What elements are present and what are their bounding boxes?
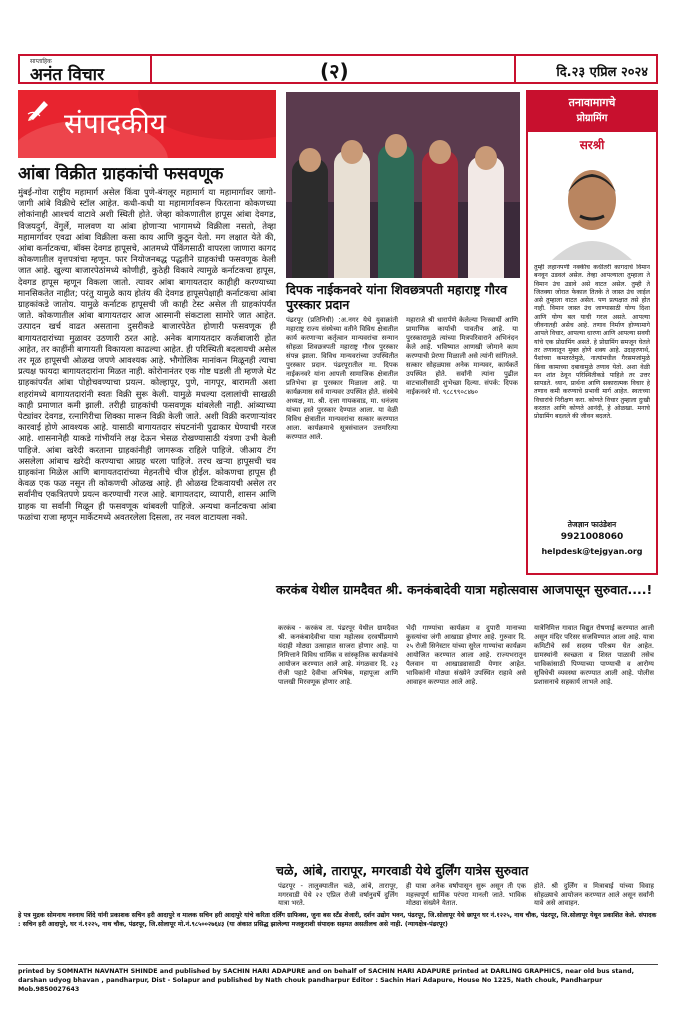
imprint-english: printed by SOMNATH NAVNATH SHINDE and published by SACHIN HARI ADAPURE and on behalf of SACHIN HARI ADAPURE printed at DARLING GRAPHICS, near old bus stand, darshan udyog bhavan , pandharpur, Dist - Solapur and published by Nath chouk pandharpur Editor : Sachin Hari Adapure, House No 1225, Nath chouk, Pandharpur Mob.9850027643	[18, 964, 658, 994]
advert-author: सरश्री	[579, 138, 605, 152]
advert-text: तुम्ही लहानपणी नक्कीच कधीतरी कागदाचे विमान बनवून उडवलं असेल. तेव्हा आपल्याला तुम्हाला ते विमान उंच उडावे असे वाटत असेल. तुम्ही ते जितक्या जोरात फेकाल तितके ते जास्त उंच जाईल असे तुम्हाला वाटत असेल. पण प्रत्यक्षात तसे होत नाही. विमान जास्त उंच जाण्यासाठी योग्य दिशा आणि योग्य बल याची गरज असते. आपल्या जीवनातही असेच आहे. तणाव निर्माण होण्यामागे आपले विचार, आपल्या धारणा आणि आपल्या सवयी यांचे एक प्रोग्रामिंग असते. हे प्रोग्रामिंग समजून घेतले तर तणावातून मुक्त होणे शक्य आहे. उदाहरणार्थ, पैशांच्या कमतरतेमुळे, नात्यांमधील गैरसमजांमुळे किंवा कामाच्या दबावामुळे तणाव येतो. अशा वेळी मन शांत ठेवून परिस्थितीकडे पाहिले तर उत्तर सापडते. ध्यान, प्रार्थना आणि सकारात्मक विचार हे तणाव कमी करण्याचे प्रभावी मार्ग आहेत. स्वतःच्या विचारांचे निरीक्षण करा. कोणते विचार तुम्हाला दुःखी करतात आणि कोणते आनंदी, हे ओळखा. मनाचे प्रोग्रामिंग बदलले की जीवन बदलते.	[534, 264, 650, 421]
story2-col2: भेदी गाण्यांचा कार्यक्रम व दुपारी मानाच्या कुस्त्यांचा जंगी आखाडा होणार आहे. गुरुवार दि. २५ रोजी सिनेस्टार यांच्या सुरेल गाण्यांचा कार्यक्रम आयोजित करण्यात आला आहे. राज्यभरातून पैलवान या आखाड्यासाठी येणार आहेत. भाविकांनी मोठ्या संख्येने उपस्थित राहावे असे आवाहन करण्यात आले आहे.	[406, 624, 526, 686]
editorial-banner	[18, 90, 276, 158]
story2-headline: करकंब येथील ग्रामदैवत श्री. कनकंबादेवी यात्रा महोत्सवास आजपासून सुरुवात....!	[276, 582, 653, 597]
story2-col3: यात्रेनिमित्त गावात विद्युत रोषणाई करण्यात आली असून मंदिर परिसर सजविण्यात आला आहे. यात्रा कमिटीचे सर्व सदस्य परिश्रम घेत आहेत. ग्रामस्थांनी स्वच्छता व शिस्त पाळावी तसेच भाविकांसाठी पिण्याच्या पाण्याची व आरोग्य सुविधेची व्यवस्था करण्यात आली आहे. पोलीस प्रशासनाचे सहकार्य लाभले आहे.	[534, 624, 654, 686]
masthead	[18, 54, 658, 84]
advert-phone: 9921008060	[560, 532, 624, 542]
page-number: (२)	[320, 59, 349, 83]
pen-icon	[26, 96, 52, 122]
foundation-name: तेजज्ञान फाउंडेशन	[567, 520, 617, 529]
advert-header	[528, 92, 656, 132]
editorial-headline: आंबा विक्रीत ग्राहकांची फसवणूक	[18, 164, 224, 184]
book-advert	[526, 90, 658, 575]
story1-headline: दिपक नाईकनवरे यांना शिवछत्रपती महाराष्ट्र गौरव पुरस्कार प्रदान	[286, 282, 508, 312]
story3-col2: ही यात्रा अनेक वर्षांपासून सुरू असून ती एक महत्त्वपूर्ण धार्मिक परंपरा मानली जाते. भाविक मोठ्या संख्येने येतात.	[406, 882, 526, 907]
story3-body	[278, 882, 658, 912]
author-portrait	[538, 152, 646, 260]
advert-title-1: तनावामागचे	[568, 96, 616, 109]
story2-col1: करकंब - करकंब ता. पंढरपूर येथील ग्रामदैवत श्री. कनकंबादेवीचा यात्रा महोत्सव दरवर्षीप्रमाणे यंदाही मोठ्या उत्साहात साजरा होणार आहे. या निमित्ताने विविध धार्मिक व सांस्कृतिक कार्यक्रमांचे आयोजन करण्यात आले आहे. मंगळवार दि. २३ रोजी पहाटे देवीचा अभिषेक, महापूजा आणि पालखी मिरवणूक होणार आहे.	[278, 624, 398, 686]
advert-title-2: प्रोग्रामिंग	[576, 113, 608, 124]
newspaper-title: अनंत विचार	[30, 65, 105, 85]
award-photo	[286, 92, 520, 278]
story3-col1: पंढरपूर - तालुक्यातील चळे, आंबे, तारापूर, मगरवाडी येथे २२ एप्रिल रोजी वर्षानुवर्षे दुर्लिंग यात्रा भरते.	[278, 882, 398, 907]
masthead-divider	[150, 56, 152, 82]
advert-email: helpdesk@tejgyan.org	[541, 547, 643, 556]
story1-col1: पंढरपूर (प्रतिनिधी) :अ.नगर येथे युवाक्रांती महाराष्ट्र राज्य संस्थेच्या वतीने विविध क्षेत्रातील कार्य करणाऱ्या कर्तृत्वान मान्यवरांचा सन्मान सोहळा शिवछत्रपती महाराष्ट्र गौरव पुरस्कार संपन्न झाला. विविध मान्यवरांच्या उपस्थितीत पुरस्कार प्रदान. पंढरपूरातील मा. दिपक नाईकनवरे यांना आपली सामाजिक क्षेत्रातील प्रतिभेचा हा पुरस्कार मिळाला आहे. या कार्यक्रमास सर्व मान्यवर उपस्थित होते. संस्थेचे अध्यक्ष, मा. श्री. दत्ता गायकवाड, मा. धनंजय यांच्या हस्ते पुरस्कार देण्यात आला. या वेळी विविध क्षेत्रातील मान्यवरांचा सत्कार करण्यात आला. कार्यक्रमाचे सूत्रसंचालन उत्तमरित्या करण्यात आले.	[286, 316, 398, 441]
editorial-column	[18, 90, 276, 910]
issue-date: दि.२३ एप्रिल २०२४	[556, 65, 648, 80]
weekly-label: साप्ताहिक	[30, 58, 52, 65]
editorial-banner-text: संपादकीय	[64, 107, 166, 140]
story2-body	[278, 624, 658, 859]
story1-body	[286, 316, 520, 578]
editorial-body: मुंबई-गोवा राष्ट्रीय महामार्ग असेल किंवा पुणे-बंगलूर महामार्ग या महामार्गावर जागो-जागी आंबे विक्रीचे स्टॉल आहेत. कधी-कधी या महामार्गावरून फिरताना कोकणच्या लोकांनाही आश्चर्य वाटावे अशी स्थिती होते. जेव्हा कोकणातील हापूस आंबा देवगड, विजयदुर्ग, वेंगुर्ले, मालवण या आंबा होणाऱ्या भागामध्ये विक्रीला नसतो, तेव्हा महामार्गावर एवढा आंबा विक्रीला कसा काय आणि कुठून येतो. मग लक्षात येते की, आंबा कर्नाटकचा, बॉक्स देवगड हापूसचे, आतमध्ये पॅकिंगसाठी वापरला जाणारा कागद कोकणातील वृत्तपत्रांचा म्हणून. फार नियोजनबद्ध पद्धतीने ग्राहकांची फसवणूक केली जात आहे. खुल्या बाजारपेठांमध्ये कोणीही, कुठेही विकावे त्यामुळे कर्नाटकचा हापूस, देवगड हापूस म्हणून विकला जातो. त्यावर आंबा बागायतदार काहीही करण्याच्या मानसिकतेत नाहीत; परंतु यामुळे काय होतंय की देवगड हापूसपेक्षाही कर्नाटकचा आंबा ग्राहकांकडे जातोय. यामुळे कर्नाटक हापूसची जी काही टेस्ट असेल ती ग्राहकांपर्यंत जाते. कोकणातील आंबा बागायतदार आज आस्मानी संकटाला सामोरे जात आहेत. उत्पादन खर्च वाढत असताना दुसरीकडे बाजारपेठेत होणारी फसवणूक ही बागायतदारांच्या मुळावर उठणारी ठरत आहे. अनेक बागायतदार कर्जबाजारी होत आहेत, तर काहींनी बागायती विकायला काढल्या आहेत. ही परिस्थिती बदलायची असेल तर मूळ हापूसची ओळख जपणे आवश्यक आहे. भौगोलिक मानांकन मिळूनही त्याचा प्रत्यक्ष फायदा बागायतदारांना मिळत नाही. कोरोनानंतर एक गोष्ट घडली ती म्हणजे थेट ग्राहकांपर्यंत आंबा पोहोचवण्याचा प्रयत्न. कोल्हापूर, पुणे, नागपूर, बारामती अशा शहरांमध्ये बागायतदारांनी स्वतः विक्री सुरू केली. यामुळे मधल्या दलालांची साखळी काही प्रमाणात कमी झाली. तरीही ग्राहकांची फसवणूक थांबलेली नाही. आंब्याच्या पेट्यांवर देवगड, रत्नागिरीचा शिक्का मारून विक्री केली जाते. अशी विक्री करणाऱ्यांवर कारवाई होणे आवश्यक आहे. यासाठी बागायतदार संघटनांनी पुढाकार घेण्याची गरज आहे. शासनानेही याकडे गांभीर्याने लक्ष देऊन भेसळ रोखण्यासाठी यंत्रणा उभी केली पाहिजे. आंबा खरेदी करताना ग्राहकांनीही जागरूक राहिले पाहिजे. जीआय टॅग असलेला आंबाच खरेदी करण्याचा आग्रह धरला पाहिजे. तरच खऱ्या हापूसची चव ग्राहकांना मिळेल आणि बागायतदारांच्या मेहनतीचे चीज होईल. कोकणचा हापूस ही केवळ एक फळ नसून ती कोकणची ओळख आहे. ही ओळख टिकवायची असेल तर सर्वांनीच एकत्रितपणे प्रयत्न करण्याची गरज आहे. बागायतदार, व्यापारी, शासन आणि ग्राहक या सर्वांनी मिळून ही फसवणूक थांबवली पाहिजे. अन्यथा कर्नाटकचा आंबा फळांचा राजा म्हणून मार्केटमध्ये अवतरलेला दिसला, तर नवल वाटायला नको.	[18, 187, 276, 522]
masthead-divider	[514, 56, 516, 82]
imprint-marathi: हे पत्र मुद्रक सोमनाथ नवनाथ शिंदे यांनी प्रकाशक सचिन हरी आदापुरे व मालक सचिन हरी आदापुरे यांचे करिता दर्लिंग ग्राफिक्स, जुना बस स्टॅंड शेजारी, दर्शन उद्योग भवन, पंढरपूर, जि.सोलापूर येथे छापून घर नं.१२२५, नाथ चौक, पंढरपूर, जि.सोलापूर येथून प्रकाशित केले. संपादक : सचिन हरी आदापुरे, घर नं.१२२५, नाथ चौक, पंढरपूर, जि.सोलापूर मो.नं.९८५००२७६४३ (या अंकात प्रसिद्ध झालेल्या मजकुराशी संपादक सहमत असतीलच असे नाही. (न्यायक्षेत्र-पंढरपूर)	[18, 912, 657, 928]
newspaper-page	[18, 40, 658, 1005]
story1-col2: महाराजे श्री धारार्पणे केलेल्या निःस्वार्थी आणि प्रामाणिक कार्याची पावतीच आहे. या पुरस्कारामुळे त्यांच्या मित्रपरिवाराने अभिनंदन केले आहे. भविष्यात आणखी जोमाने काम करण्याची प्रेरणा मिळाली असे त्यांनी सांगितले. सत्कार सोहळ्यास अनेक मान्यवर, कार्यकर्ते उपस्थित होते. सर्वांनी त्यांना पुढील वाटचालीसाठी शुभेच्छा दिल्या. संपर्क: दिपक नाईकनवरे मो. ९८८९९०८४७०	[406, 316, 518, 396]
story3-col3: होते. श्री दुर्लिंग व मित्राबाई यांच्या विवाह सोहळ्याचे आयोजन करण्यात आले असून सर्वांनी यावे असे आवाहन.	[534, 882, 654, 907]
story3-headline: चळे, आंबे, तारापूर, मगरवाडी येथे दुर्लिंग यात्रेस सुरुवात	[276, 863, 529, 878]
